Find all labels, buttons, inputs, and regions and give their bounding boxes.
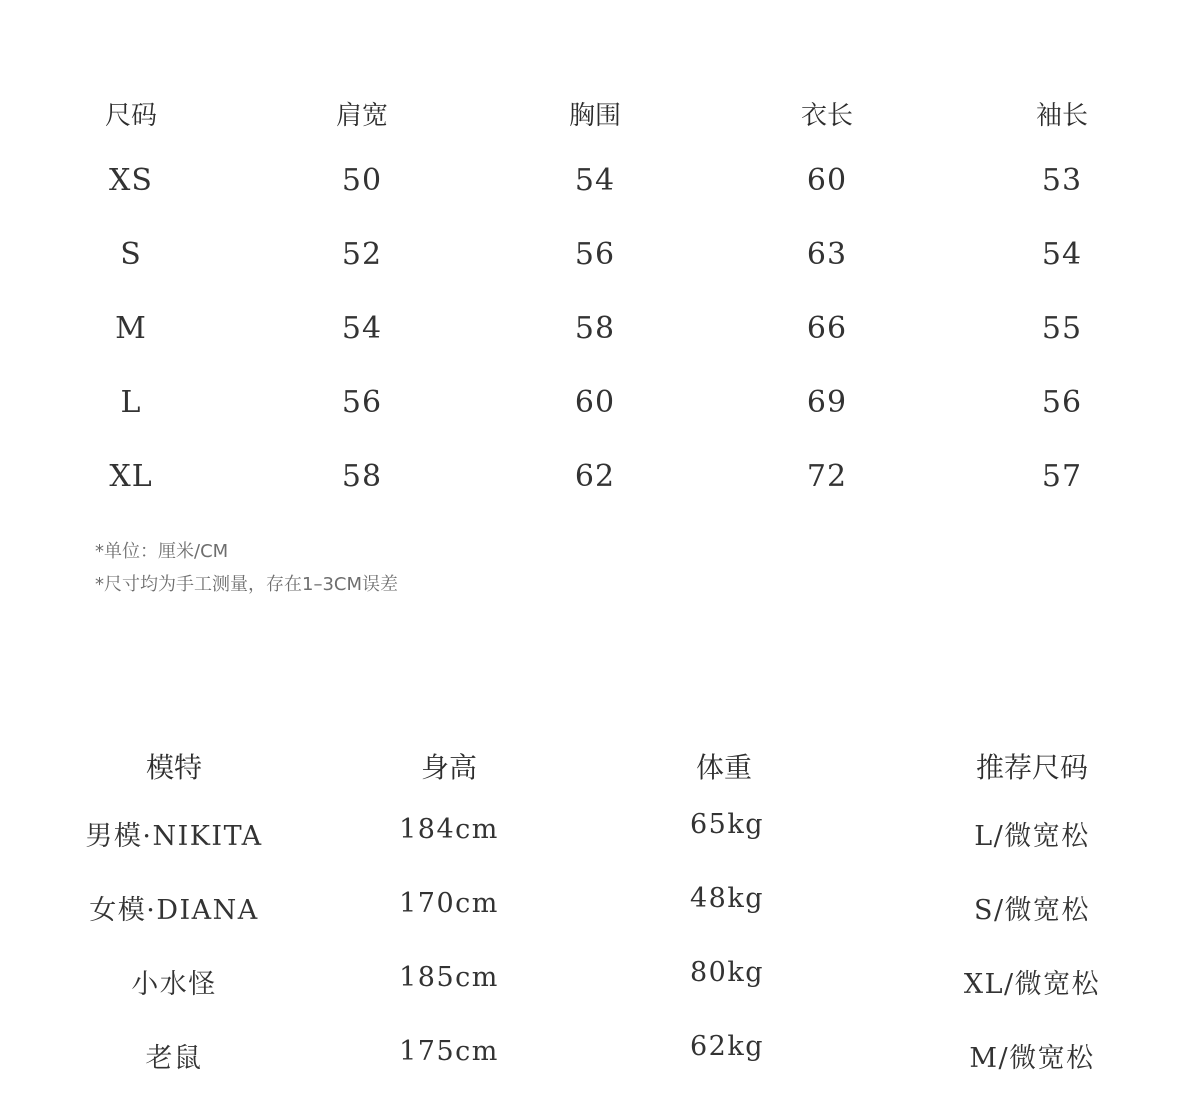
- sleeve-value: 53: [1041, 163, 1083, 198]
- measurement-note: *尺寸均为手工测量，存在1–3CM误差: [95, 574, 399, 595]
- sleeve-value: 55: [1041, 311, 1083, 346]
- shoulder-value: 56: [341, 385, 383, 420]
- chest-value: 54: [574, 163, 616, 198]
- header-model: 模特: [145, 751, 203, 784]
- header-length: 衣长: [800, 101, 854, 131]
- chest-value: 58: [574, 311, 616, 346]
- sleeve-value: 57: [1041, 459, 1083, 494]
- model-weight: 48kg: [689, 883, 765, 914]
- model-weight: 80kg: [689, 957, 765, 988]
- shoulder-value: 54: [341, 311, 383, 346]
- size-label: M: [115, 311, 147, 346]
- model-weight: 65kg: [689, 809, 765, 840]
- header-height: 身高: [420, 751, 478, 784]
- size-label: L: [120, 385, 142, 420]
- model-height: 175cm: [399, 1036, 499, 1067]
- model-name: 小水怪: [131, 969, 217, 1000]
- model-recommended-size: S/微宽松: [973, 895, 1091, 926]
- model-height: 170cm: [399, 888, 499, 919]
- chest-value: 56: [574, 237, 616, 272]
- length-value: 63: [806, 237, 848, 272]
- header-weight: 体重: [695, 751, 753, 784]
- header-size: 尺码: [104, 101, 158, 131]
- model-recommended-size: XL/微宽松: [963, 969, 1101, 1000]
- model-recommended-size: L/微宽松: [974, 821, 1090, 852]
- model-weight: 62kg: [689, 1031, 765, 1062]
- model-recommended-size: M/微宽松: [969, 1043, 1095, 1074]
- header-sleeve: 袖长: [1035, 101, 1089, 131]
- header-shoulder-width: 肩宽: [335, 101, 389, 131]
- length-value: 72: [806, 459, 848, 494]
- shoulder-value: 52: [341, 237, 383, 272]
- size-label: XS: [109, 163, 153, 198]
- model-height: 185cm: [399, 962, 499, 993]
- chest-value: 62: [574, 459, 616, 494]
- model-name: 男模·NIKITA: [85, 821, 263, 852]
- model-name: 老鼠: [145, 1043, 203, 1074]
- model-name: 女模·DIANA: [89, 895, 259, 926]
- size-label: XL: [109, 459, 153, 494]
- sleeve-value: 56: [1041, 385, 1083, 420]
- header-recommended-size: 推荐尺码: [975, 751, 1089, 784]
- sleeve-value: 54: [1041, 237, 1083, 272]
- model-height: 184cm: [399, 814, 499, 845]
- chest-value: 60: [574, 385, 616, 420]
- length-value: 69: [806, 385, 848, 420]
- shoulder-value: 50: [341, 163, 383, 198]
- length-value: 66: [806, 311, 848, 346]
- unit-note: *单位：厘米/CM: [95, 541, 229, 562]
- shoulder-value: 58: [341, 459, 383, 494]
- header-chest: 胸围: [568, 101, 622, 131]
- length-value: 60: [806, 163, 848, 198]
- size-label: S: [120, 237, 142, 272]
